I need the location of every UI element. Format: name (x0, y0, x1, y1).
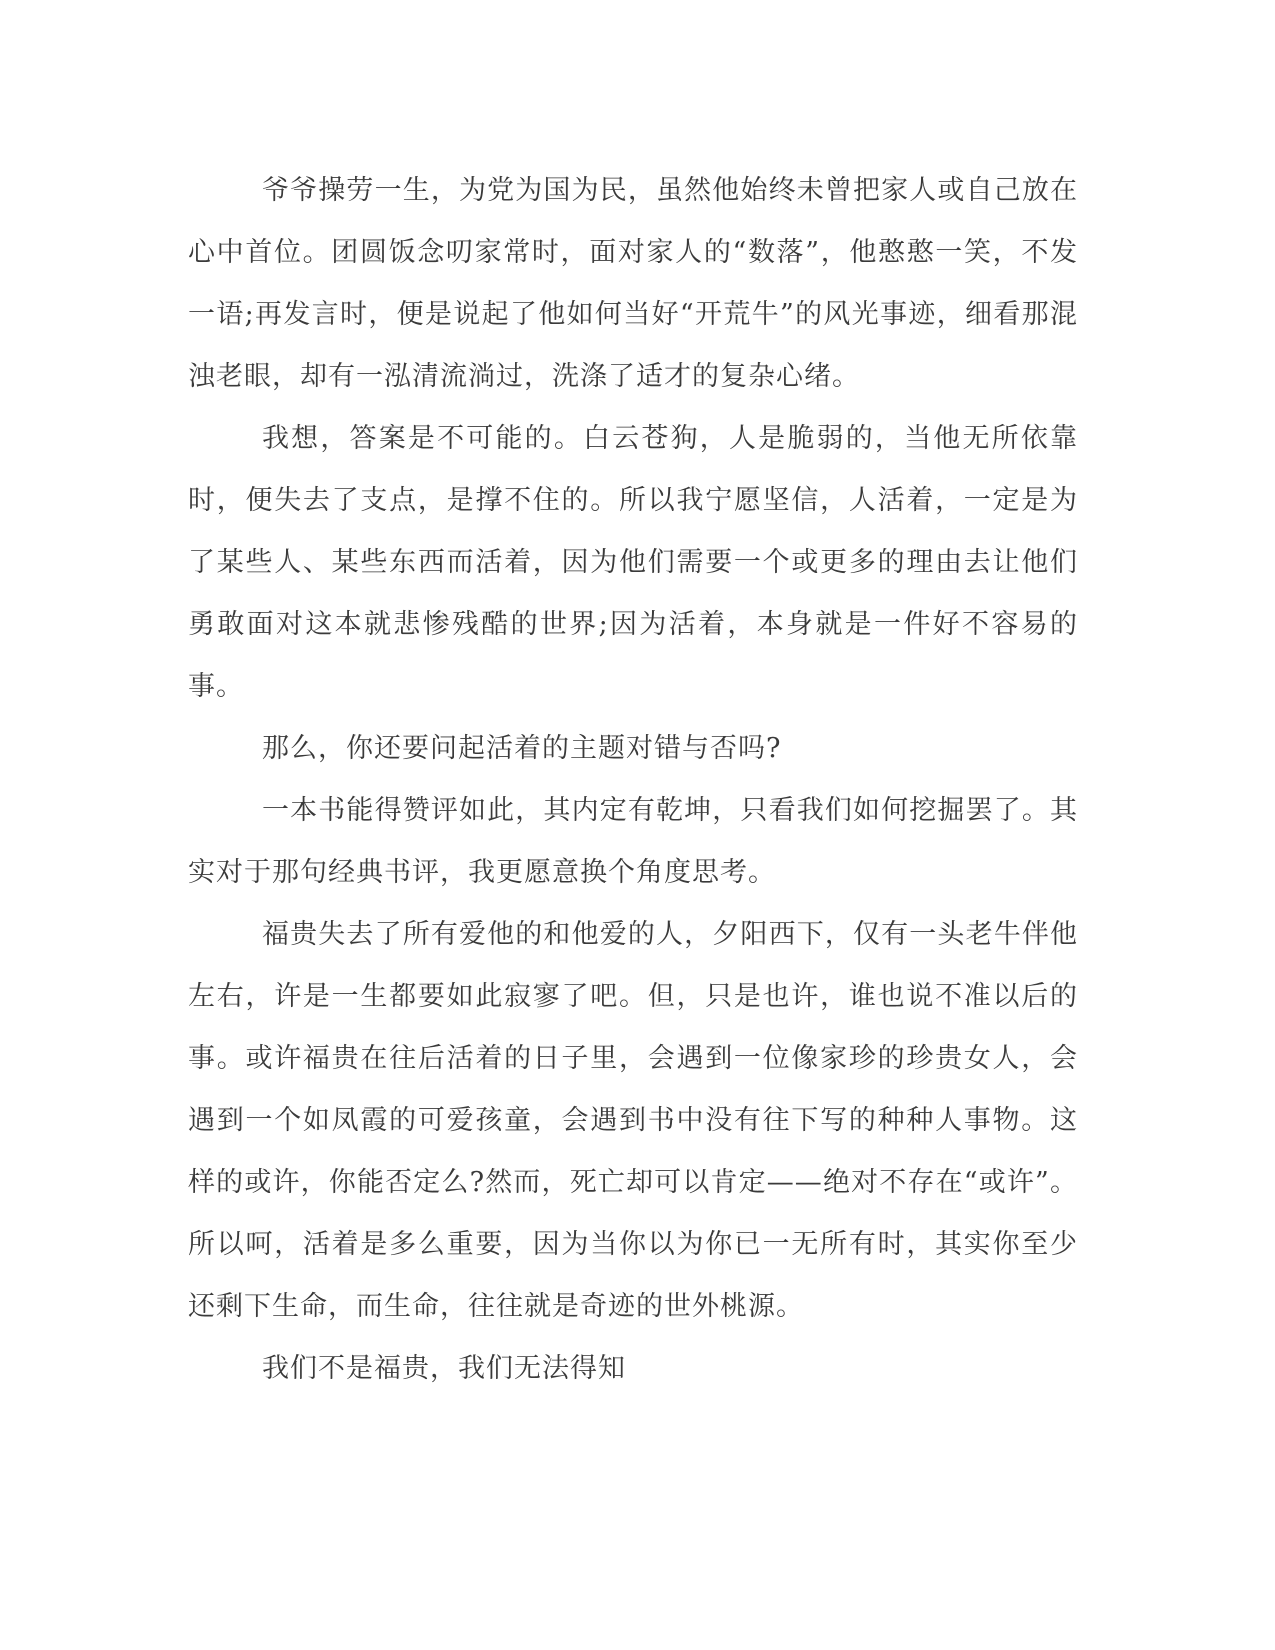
paragraph-6: 我们不是福贵，我们无法得知 (262, 1353, 626, 1384)
paragraph-3: 那么，你还要问起活着的主题对错与否吗? (262, 733, 782, 764)
paragraph-1: 爷爷操劳一生，为党为国为民，虽然他始终未曾把家人或自己放在心中首位。团圆饭念叨家常时，面对家人的“数落”，他憨憨一笑，不发一语;再发言时，便是说起了他如何当好“开荒牛”的风光事迹，细看那混浊老眼，却有一泓清流淌过，洗涤了适才的复杂心绪。 (188, 175, 1078, 392)
paragraph-2: 我想，答案是不可能的。白云苍狗，人是脆弱的，当他无所依靠时，便失去了支点，是撑不住的。所以我宁愿坚信，人活着，一定是为了某些人、某些东西而活着，因为他们需要一个或更多的理由去让他们勇敢面对这本就悲惨残酷的世界;因为活着，本身就是一件好不容易的事。 (188, 423, 1078, 702)
paragraph-5: 福贵失去了所有爱他的和他爱的人，夕阳西下，仅有一头老牛伴他左右，许是一生都要如此寂寥了吧。但，只是也许，谁也说不准以后的事。或许福贵在往后活着的日子里，会遇到一位像家珍的珍贵女人，会遇到一个如凤霞的可爱孩童，会遇到书中没有往下写的种种人事物。这样的或许，你能否定么?然而，死亡却可以肯定——绝对不存在“或许”。所以呵，活着是多么重要，因为当你以为你已一无所有时，其实你至少还剩下生命，而生命，往往就是奇迹的世外桃源。 (188, 919, 1078, 1322)
paragraph-4: 一本书能得赞评如此，其内定有乾坤，只看我们如何挖掘罢了。其实对于那句经典书评，我更愿意换个角度思考。 (188, 795, 1078, 888)
body-text (188, 160, 1078, 1400)
